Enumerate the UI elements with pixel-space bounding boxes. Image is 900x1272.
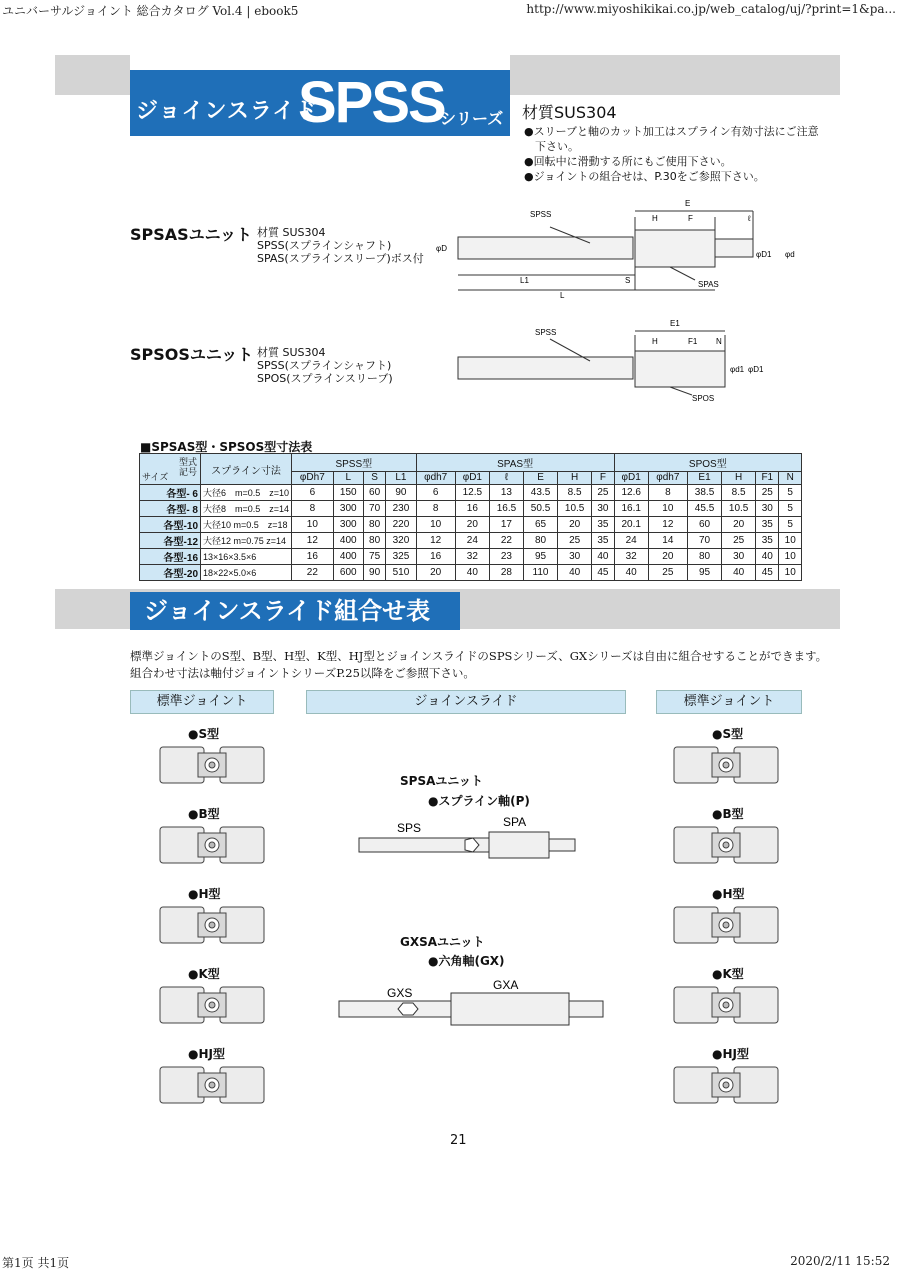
subheader-cell: L1	[386, 471, 416, 484]
table-cell: 5	[779, 485, 802, 501]
title-main: SPSS	[298, 70, 445, 135]
row-size: 各型-16	[140, 549, 201, 565]
table-cell: 320	[386, 533, 416, 549]
table-cell: 30	[756, 501, 779, 517]
table-cell: 80	[523, 533, 557, 549]
subheader-cell: E	[523, 471, 557, 484]
table-cell: 25	[592, 485, 614, 501]
joint-label: ●S型	[188, 727, 220, 741]
row-spline: 大径6 m=0.5 z=10	[201, 485, 292, 501]
col-left-header: 標準ジョイント	[130, 690, 274, 714]
table-cell: 95	[687, 565, 721, 581]
row-size: 各型- 6	[140, 485, 201, 501]
table-cell: 12	[416, 533, 455, 549]
table-cell: 70	[687, 533, 721, 549]
subheader-cell: S	[363, 471, 385, 484]
joint-label: ●K型	[712, 967, 744, 981]
joint-drawing	[672, 1061, 782, 1109]
group-spss: SPSS型	[292, 454, 417, 472]
subheader-cell: L	[333, 471, 363, 484]
title-band-right	[510, 55, 840, 95]
table-cell: 230	[386, 501, 416, 517]
table-cell: 12	[292, 533, 334, 549]
subheader-cell: φDh7	[292, 471, 334, 484]
row-spline: 大径12 m=0.75 z=14	[201, 533, 292, 549]
spsas-label-e: E	[685, 199, 691, 208]
table-cell: 220	[386, 517, 416, 533]
table-cell: 325	[386, 549, 416, 565]
subheader-cell: ℓ	[489, 471, 523, 484]
table-cell: 10	[648, 501, 687, 517]
joint-label: ●B型	[188, 807, 220, 821]
subheader-cell: F1	[756, 471, 779, 484]
table-cell: 5	[779, 517, 802, 533]
row-size: 各型-12	[140, 533, 201, 549]
row-spline: 13×16×3.5×6	[201, 549, 292, 565]
table-cell: 16	[416, 549, 455, 565]
subheader-cell: φdh7	[648, 471, 687, 484]
table-cell: 45	[592, 565, 614, 581]
table-cell: 40	[756, 549, 779, 565]
joint-label: ●S型	[712, 727, 744, 741]
table-cell: 20	[722, 517, 756, 533]
table-cell: 70	[363, 501, 385, 517]
subheader-cell: φD1	[614, 471, 648, 484]
table-caption: ■SPSAS型・SPSOS型寸法表	[140, 440, 313, 454]
gxsa-sub: ●六角軸(GX)	[428, 954, 505, 968]
table-cell: 20.1	[614, 517, 648, 533]
subheader-cell: φD1	[455, 471, 489, 484]
table-cell: 510	[386, 565, 416, 581]
gxsa-label-gxa: GXA	[493, 978, 519, 992]
row-size: 各型-20	[140, 565, 201, 581]
joint-drawing	[672, 741, 782, 789]
table-cell: 8.5	[558, 485, 592, 501]
table-cell: 40	[592, 549, 614, 565]
table-cell: 10	[779, 533, 802, 549]
table-row	[140, 533, 802, 549]
col-right-header: 標準ジョイント	[656, 690, 802, 714]
table-cell: 45	[756, 565, 779, 581]
table-cell: 12.6	[614, 485, 648, 501]
table-cell: 22	[489, 533, 523, 549]
table-cell: 400	[333, 533, 363, 549]
subheader-cell: H	[558, 471, 592, 484]
table-cell: 12.5	[455, 485, 489, 501]
table-cell: 90	[363, 565, 385, 581]
spsas-drawing	[430, 195, 810, 300]
table-body	[140, 485, 802, 581]
table-cell: 6	[416, 485, 455, 501]
spsos-drawing	[430, 315, 770, 405]
spsas-label-h: H	[652, 214, 658, 223]
section2-title: ジョインスライド組合せ表	[130, 592, 460, 630]
spsa-title: SPSAユニット	[400, 774, 483, 788]
joint-drawing	[672, 981, 782, 1029]
row-size: 各型- 8	[140, 501, 201, 517]
subheader-cell: H	[722, 471, 756, 484]
table-cell: 8	[292, 501, 334, 517]
table-cell: 13	[489, 485, 523, 501]
joint-drawing	[158, 901, 268, 949]
table-row	[140, 565, 802, 581]
table-cell: 20	[416, 565, 455, 581]
table-cell: 12	[648, 517, 687, 533]
table-cell: 300	[333, 501, 363, 517]
table-cell: 45.5	[687, 501, 721, 517]
section2-intro-2: 組合わせ寸法は軸付ジョイントシリーズP.25以降をご参照下さい。	[130, 666, 475, 680]
joint-label: ●HJ型	[712, 1047, 749, 1061]
table-cell: 10	[292, 517, 334, 533]
title-block	[130, 70, 510, 136]
spsas-label-f: F	[688, 214, 693, 223]
table-cell: 16	[292, 549, 334, 565]
unit-spsos-mat-3: SPOS(スプラインスリーブ)	[257, 372, 393, 385]
table-cell: 300	[333, 517, 363, 533]
table-cell: 25	[756, 485, 779, 501]
table-cell: 35	[756, 533, 779, 549]
table-cell: 8	[648, 485, 687, 501]
table-cell: 16.1	[614, 501, 648, 517]
table-cell: 150	[333, 485, 363, 501]
spsos-label-f1: F1	[688, 337, 698, 346]
table-cell: 40	[722, 565, 756, 581]
spsas-label-phid: φd	[785, 250, 795, 259]
footer-right: 2020/2/11 15:52	[790, 1254, 890, 1268]
table-cell: 40	[558, 565, 592, 581]
material-heading: 材質SUS304	[522, 103, 617, 122]
subheader-cell: N	[779, 471, 802, 484]
table-cell: 25	[558, 533, 592, 549]
table-cell: 22	[292, 565, 334, 581]
joint-label: ●B型	[712, 807, 744, 821]
table-cell: 6	[292, 485, 334, 501]
table-cell: 20	[558, 517, 592, 533]
spsas-label-phiD: φD	[436, 244, 447, 253]
spsos-label-e1: E1	[670, 319, 680, 328]
spsos-label-phid1: φd1	[730, 365, 745, 374]
joint-drawing	[672, 901, 782, 949]
spsas-label-spas: SPAS	[698, 280, 719, 289]
table-cell: 5	[779, 501, 802, 517]
table-cell: 14	[648, 533, 687, 549]
title-band-left	[55, 55, 130, 95]
spsas-label-L: L	[560, 291, 565, 300]
table-cell: 80	[363, 517, 385, 533]
table-cell: 8.5	[722, 485, 756, 501]
unit-spsos-mat-2: SPSS(スプラインシャフト)	[257, 359, 392, 372]
note-1: ●スリーブと軸のカット加工はスプライン有効寸法にご注意	[524, 125, 819, 138]
spsas-label-l: ℓ	[748, 214, 751, 223]
joint-drawing	[158, 741, 268, 789]
table-cell: 25	[648, 565, 687, 581]
table-cell: 35	[592, 517, 614, 533]
dimension-table	[139, 453, 802, 581]
joint-drawing	[158, 821, 268, 869]
joint-label: ●H型	[712, 887, 745, 901]
table-cell: 60	[687, 517, 721, 533]
table-cell: 24	[455, 533, 489, 549]
table-cell: 10	[416, 517, 455, 533]
spsos-label-phiD1: φD1	[748, 365, 764, 374]
unit-spsos-mat-1: 材質 SUS304	[257, 346, 326, 359]
row-spline: 大径8 m=0.5 z=14	[201, 501, 292, 517]
gxsa-title: GXSAユニット	[400, 935, 485, 949]
spsa-sub: ●スプライン軸(P)	[428, 794, 530, 808]
group-spas: SPAS型	[416, 454, 614, 472]
row-spline: 18×22×5.0×6	[201, 565, 292, 581]
table-cell: 25	[722, 533, 756, 549]
note-2: ●回転中に滑動する所にもご使用下さい。	[524, 155, 732, 168]
table-corner	[140, 454, 201, 485]
table-cell: 40	[455, 565, 489, 581]
spsas-label-phiD1: φD1	[756, 250, 772, 259]
header-left: ユニバーサルジョイント 総合カタログ Vol.4 | ebook5	[2, 4, 299, 18]
table-row	[140, 485, 802, 501]
table-cell: 90	[386, 485, 416, 501]
spsa-label-sps: SPS	[397, 821, 422, 835]
table-cell: 10.5	[722, 501, 756, 517]
spsas-label-spss: SPSS	[530, 210, 552, 219]
note-3: ●ジョイントの組合せは、P.30をご参照下さい。	[524, 170, 765, 183]
corner-code: 記号	[178, 467, 197, 477]
joint-drawing	[672, 821, 782, 869]
joint-label: ●H型	[188, 887, 221, 901]
table-cell: 35	[756, 517, 779, 533]
subheader-cell: φdh7	[416, 471, 455, 484]
corner-type: 型式	[178, 457, 197, 467]
unit-spsas-mat-2: SPSS(スプラインシャフト)	[257, 239, 392, 252]
table-cell: 30	[558, 549, 592, 565]
table-cell: 17	[489, 517, 523, 533]
spsa-drawing	[355, 812, 585, 862]
table-cell: 43.5	[523, 485, 557, 501]
table-cell: 28	[489, 565, 523, 581]
table-cell: 35	[592, 533, 614, 549]
row-spline: 大径10 m=0.5 z=18	[201, 517, 292, 533]
section2-intro-1: 標準ジョイントのS型、B型、H型、K型、HJ型とジョインスライドのSPSシリーズ、GXシリーズは自由に組合せすることができます。	[130, 649, 828, 663]
table-cell: 32	[614, 549, 648, 565]
unit-spsas-mat-1: 材質 SUS304	[257, 226, 326, 239]
gxsa-drawing	[335, 975, 605, 1030]
table-cell: 30	[722, 549, 756, 565]
page-number: 21	[450, 1133, 467, 1148]
table-cell: 50.5	[523, 501, 557, 517]
row-size: 各型-10	[140, 517, 201, 533]
table-cell: 95	[523, 549, 557, 565]
unit-spsas-mat-3: SPAS(スプラインスリーブ)ボス付	[257, 252, 424, 265]
table-cell: 10.5	[558, 501, 592, 517]
table-cell: 75	[363, 549, 385, 565]
table-cell: 24	[614, 533, 648, 549]
spsas-label-S: S	[625, 276, 631, 285]
table-cell: 40	[614, 565, 648, 581]
table-cell: 110	[523, 565, 557, 581]
corner-size: サイズ	[142, 472, 169, 482]
table-cell: 20	[648, 549, 687, 565]
spsos-label-h: H	[652, 337, 658, 346]
table-cell: 30	[592, 501, 614, 517]
joint-drawing	[158, 981, 268, 1029]
unit-spsas-name: SPSASユニット	[130, 225, 253, 244]
joint-label: ●K型	[188, 967, 220, 981]
table-cell: 600	[333, 565, 363, 581]
table-cell: 38.5	[687, 485, 721, 501]
note-1b: 下さい。	[524, 140, 579, 153]
table-cell: 80	[687, 549, 721, 565]
table-cell: 16	[455, 501, 489, 517]
footer-left: 第1页 共1页	[2, 1256, 70, 1270]
table-cell: 400	[333, 549, 363, 565]
spline-header: スプライン寸法	[201, 454, 292, 485]
table-row	[140, 517, 802, 533]
title-prefix: ジョインスライド	[136, 99, 319, 124]
spsos-label-n: N	[716, 337, 722, 346]
subheader-cell: F	[592, 471, 614, 484]
col-center-header: ジョインスライド	[306, 690, 626, 714]
table-cell: 10	[779, 549, 802, 565]
header-right[interactable]: http://www.miyoshikikai.co.jp/web_catalog/uj/?print=1&pa...	[526, 2, 896, 16]
table-cell: 65	[523, 517, 557, 533]
spsos-label-spos: SPOS	[692, 394, 715, 403]
table-cell: 60	[363, 485, 385, 501]
table-cell: 10	[779, 565, 802, 581]
joint-label: ●HJ型	[188, 1047, 225, 1061]
table-cell: 32	[455, 549, 489, 565]
table-row	[140, 501, 802, 517]
joint-drawing	[158, 1061, 268, 1109]
table-cell: 80	[363, 533, 385, 549]
group-spos: SPOS型	[614, 454, 801, 472]
gxsa-label-gxs: GXS	[387, 986, 413, 1000]
table-cell: 23	[489, 549, 523, 565]
table-cell: 16.5	[489, 501, 523, 517]
table-cell: 20	[455, 517, 489, 533]
unit-spsos-name: SPSOSユニット	[130, 345, 254, 364]
subheader-cell: E1	[687, 471, 721, 484]
spsas-label-L1: L1	[520, 276, 529, 285]
table-row	[140, 549, 802, 565]
title-suffix: シリーズ	[440, 109, 504, 128]
spsa-label-spa: SPA	[503, 815, 527, 829]
table-cell: 8	[416, 501, 455, 517]
spsos-label-spss: SPSS	[535, 328, 557, 337]
